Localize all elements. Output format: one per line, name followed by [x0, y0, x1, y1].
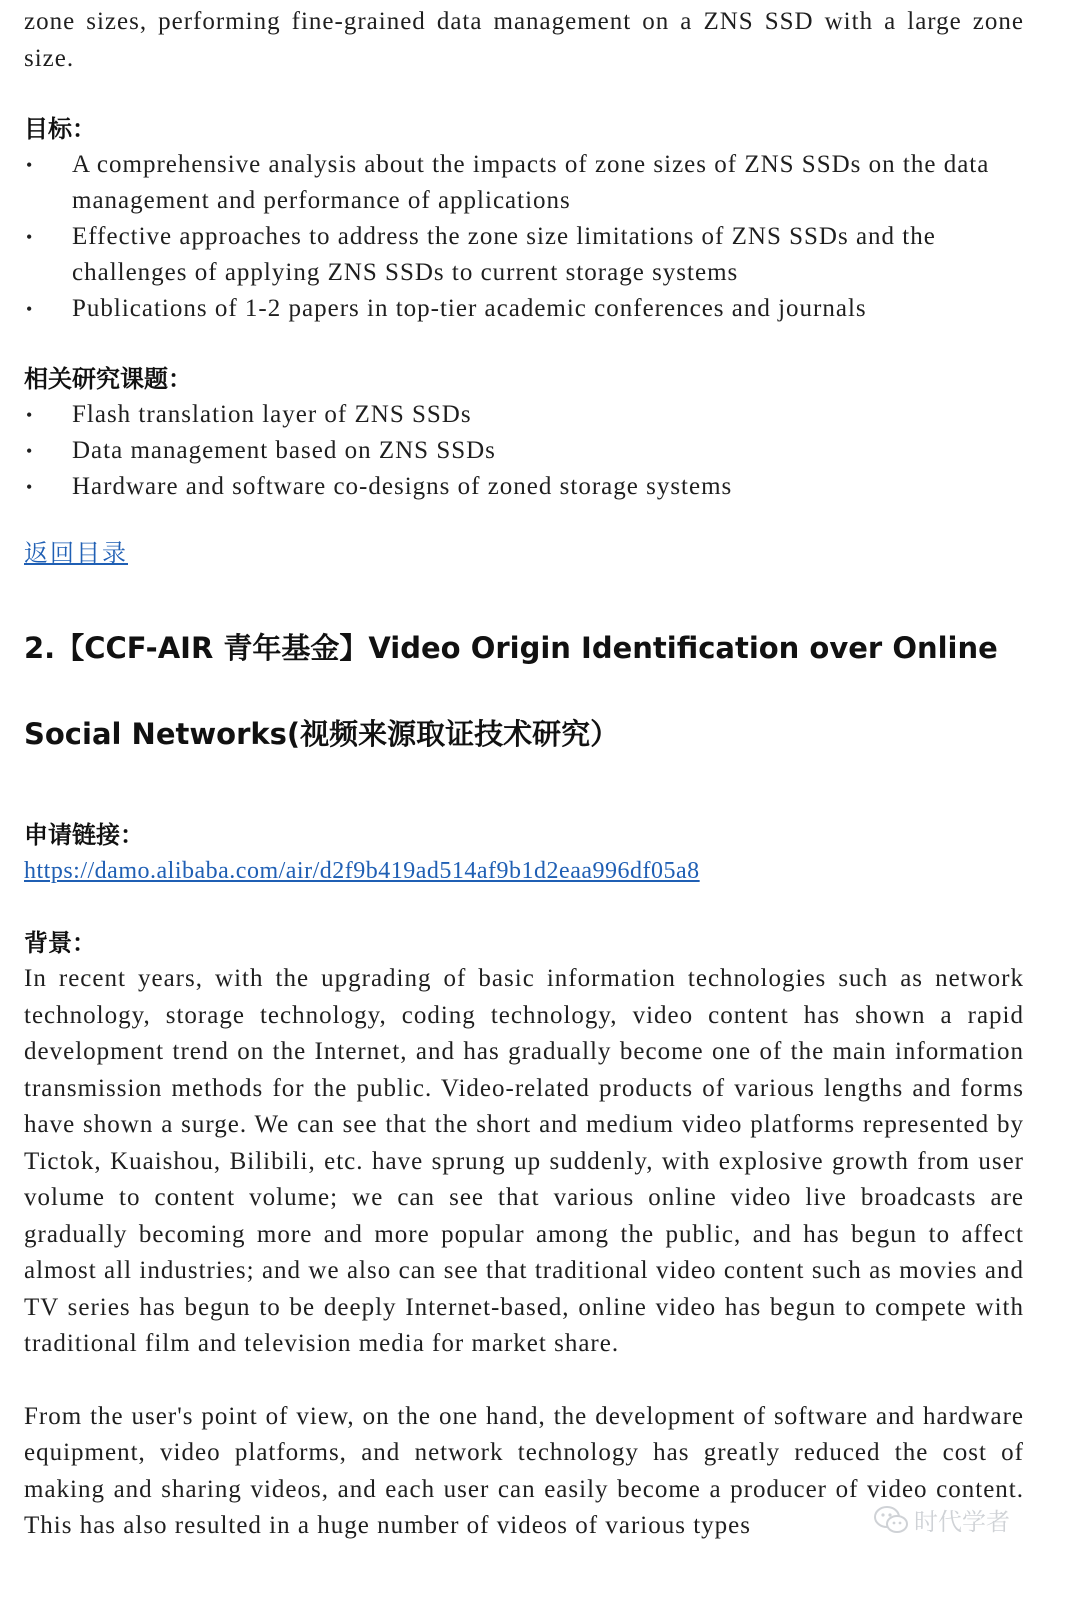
- bullet-icon: •: [26, 441, 34, 461]
- watermark: [874, 1502, 1010, 1537]
- list-item: [24, 219, 1024, 291]
- related-topics-list: [24, 397, 1024, 505]
- list-item-text: Hardware and software co-designs of zoned storage systems: [72, 473, 733, 500]
- list-item-text: Data management based on ZNS SSDs: [72, 437, 496, 464]
- list-item: [24, 469, 1024, 505]
- apply-link-label: 申请链接：: [24, 821, 144, 849]
- related-topics-label: 相关研究课题：: [24, 365, 192, 393]
- bullet-icon: •: [26, 477, 34, 497]
- back-to-contents-link[interactable]: 返回目录: [24, 539, 128, 567]
- bullet-icon: •: [26, 299, 34, 319]
- document-page: [24, 0, 1024, 1545]
- bullet-icon: •: [26, 227, 34, 247]
- background-paragraph-2: From the user's point of view, on the one hand, the development of software and hardware equipment, video platforms, and network technology has greatly reduced the cost of making and sharing videos, and each user can easily become a producer of video content. This has also resulted in a huge number of videos of various types: [24, 1402, 1024, 1539]
- list-item: [24, 433, 1024, 469]
- list-item: [24, 291, 1024, 327]
- background-label: 背景：: [24, 929, 96, 957]
- list-item-text: A comprehensive analysis about the impacts of zone sizes of ZNS SSDs on the data management and performance of applications: [72, 151, 990, 214]
- goals-list: [24, 147, 1024, 327]
- list-item: [24, 397, 1024, 433]
- list-item: [24, 147, 1024, 219]
- list-item-text: Effective approaches to address the zone size limitations of ZNS SSDs and the challenges of applying ZNS SSDs to current storage systems: [72, 223, 936, 286]
- background-paragraph-1: In recent years, with the upgrading of basic information technologies such as network technology, storage technology, coding technology, video content has shown a rapid development trend on the Internet, and has gradually become one of the main information transmission methods for the public. Video-related products of various lengths and forms have shown a surge. We can see that the short and medium video platforms represented by Tictok, Kuaishou, Bilibili, etc. have sprung up suddenly, with explosive growth from user volume to content volume; we can see that various online video live broadcasts are gradually becoming more and more popular among the public, and has begun to affect almost all industries; and we also can see that traditional video content such as movies and TV series has begun to be deeply Internet-based, online video has begun to compete with traditional film and television media for market share.: [24, 965, 1024, 1357]
- bullet-icon: •: [26, 155, 34, 175]
- section-title-line2: Social Networks(视频来源取证技术研究）: [24, 717, 620, 751]
- intro-paragraph: zone sizes, performing fine-grained data management on a ZNS SSD with a large zone size.: [24, 8, 1024, 72]
- goals-label: 目标：: [24, 115, 96, 143]
- section-title: [24, 605, 1024, 777]
- list-item-text: Publications of 1-2 papers in top-tier academic conferences and journals: [72, 295, 867, 322]
- section-title-line1: 2.【CCF-AIR 青年基金】Video Origin Identification over Online: [24, 631, 998, 665]
- list-item-text: Flash translation layer of ZNS SSDs: [72, 401, 472, 428]
- apply-url-link[interactable]: https://damo.alibaba.com/air/d2f9b419ad514af9b1d2eaa996df05a8: [24, 858, 700, 884]
- bullet-icon: •: [26, 405, 34, 425]
- watermark-text: 时代学者: [914, 1508, 1010, 1536]
- wechat-icon: [874, 1505, 908, 1535]
